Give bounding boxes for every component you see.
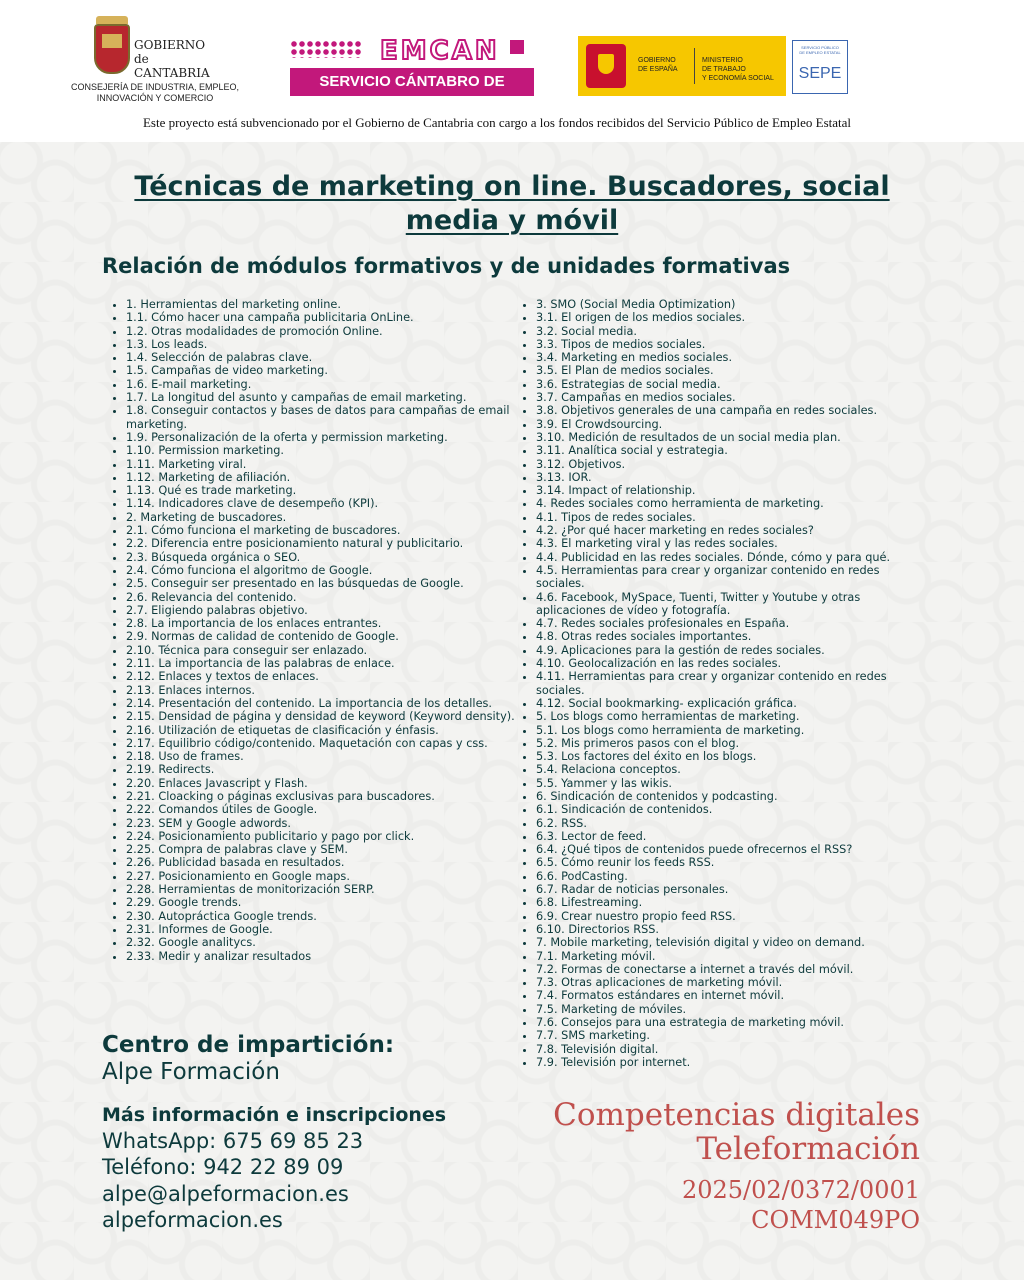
- module-item: • 4.5. Herramientas para crear y organizar contenido en redes sociales.: [536, 564, 928, 591]
- cantabria-name: GOBIERNO de CANTABRIA: [134, 38, 210, 80]
- module-item: • 4.2. ¿Por qué hacer marketing en redes sociales?: [536, 524, 928, 537]
- module-item: • 3.6. Estrategias de social media.: [536, 378, 928, 391]
- module-item: • 3.9. El Crowdsourcing.: [536, 418, 928, 431]
- module-item: • 2.3. Búsqueda orgánica o SEO.: [126, 551, 516, 564]
- module-item: • 1.5. Campañas de video marketing.: [126, 364, 516, 377]
- module-item: • 1.6. E-mail marketing.: [126, 378, 516, 391]
- program-specialty: COMM049PO: [751, 1206, 920, 1234]
- crown-icon: [96, 16, 128, 24]
- module-item: • 3. SMO (Social Media Optimization): [536, 298, 928, 311]
- module-item: • 7.9. Televisión por internet.: [536, 1056, 928, 1069]
- module-item: • 3.1. El origen de los medios sociales.: [536, 311, 928, 324]
- module-item: • 6. Sindicación de contenidos y podcasting.: [536, 790, 928, 803]
- module-item: • 2.26. Publicidad basada en resultados.: [126, 856, 516, 869]
- program-line-1: Competencias digitales: [553, 1097, 920, 1133]
- module-item: • 6.1. Sindicación de contenidos.: [536, 803, 928, 816]
- module-item: • 3.11. Analítica social y estrategia.: [536, 444, 928, 457]
- module-item: • 2.17. Equilibrio código/contenido. Maquetación con capas y css.: [126, 737, 516, 750]
- module-item: • 5.1. Los blogs como herramienta de marketing.: [536, 724, 928, 737]
- module-item: • 2.22. Comandos útiles de Google.: [126, 803, 516, 816]
- module-item: • 7.2. Formas de conectarse a internet a través del móvil.: [536, 963, 928, 976]
- program-code: 2025/02/0372/0001: [681, 1176, 920, 1204]
- website-link[interactable]: alpeformacion.es: [102, 1208, 283, 1232]
- module-item: • 3.14. Impact of relationship.: [536, 484, 928, 497]
- module-item: • 7.4. Formatos estándares en internet móvil.: [536, 989, 928, 1002]
- module-item: • 2.27. Posicionamiento en Google maps.: [126, 870, 516, 883]
- module-item: • 1.10. Permission marketing.: [126, 444, 516, 457]
- module-item: • 4.9. Aplicaciones para la gestión de redes sociales.: [536, 644, 928, 657]
- module-item: • 1.3. Los leads.: [126, 338, 516, 351]
- module-item: • 1.9. Personalización de la oferta y permission marketing.: [126, 431, 516, 444]
- phone-contact[interactable]: Teléfono: 942 22 89 09: [102, 1155, 344, 1179]
- module-item: • 2.25. Compra de palabras clave y SEM.: [126, 843, 516, 856]
- module-item: • 5.3. Los factores del éxito en los blogs.: [536, 750, 928, 763]
- module-item: • 1.13. Qué es trade marketing.: [126, 484, 516, 497]
- module-item: • 2.14. Presentación del contenido. La importancia de los detalles.: [126, 697, 516, 710]
- module-item: • 6.5. Cómo reunir los feeds RSS.: [536, 856, 928, 869]
- emcan-square-icon: [510, 40, 524, 54]
- module-item: • 4.7. Redes sociales profesionales en España.: [536, 617, 928, 630]
- module-item: • 4. Redes sociales como herramienta de marketing.: [536, 497, 928, 510]
- module-item: • 2.1. Cómo funciona el marketing de buscadores.: [126, 524, 516, 537]
- module-item: • 2.15. Densidad de página y densidad de keyword (Keyword density).: [126, 710, 516, 723]
- module-item: • 2.18. Uso de frames.: [126, 750, 516, 763]
- emcan-dots-icon: [290, 40, 362, 58]
- module-item: • 7.1. Marketing móvil.: [536, 950, 928, 963]
- module-item: • 3.3. Tipos de medios sociales.: [536, 338, 928, 351]
- emcan-logo: [290, 36, 534, 118]
- module-item: • 3.10. Medición de resultados de un social media plan.: [536, 431, 928, 444]
- module-item: • 4.12. Social bookmarking- explicación gráfica.: [536, 697, 928, 710]
- module-item: • 7.5. Marketing de móviles.: [536, 1003, 928, 1016]
- module-item: • 2.33. Medir y analizar resultados: [126, 950, 516, 963]
- sepe-subtitle: SERVICIO PÚBLICO DE EMPLEO ESTATAL: [799, 45, 841, 55]
- gobierno-espana-label: GOBIERNO DE ESPAÑA: [638, 57, 678, 73]
- gobierno-espana-logo: [578, 36, 786, 96]
- program-line-2: Teleformación: [696, 1131, 920, 1167]
- module-item: • 5. Los blogs como herramientas de marketing.: [536, 710, 928, 723]
- module-item: • 1.14. Indicadores clave de desempeño (KPI).: [126, 497, 516, 510]
- module-item: • 2.19. Redirects.: [126, 763, 516, 776]
- module-item: • 6.2. RSS.: [536, 817, 928, 830]
- module-item: • 2.24. Posicionamiento publicitario y pago por click.: [126, 830, 516, 843]
- centro-value: Alpe Formación: [102, 1059, 280, 1085]
- module-item: • 4.1. Tipos de redes sociales.: [536, 511, 928, 524]
- module-item: • 2.4. Cómo funciona el algoritmo de Google.: [126, 564, 516, 577]
- module-item: • 6.7. Radar de noticias personales.: [536, 883, 928, 896]
- module-item: • 4.8. Otras redes sociales importantes.: [536, 630, 928, 643]
- module-item: • 4.3. El marketing viral y las redes sociales.: [536, 537, 928, 550]
- module-item: • 2.8. La importancia de los enlaces entrantes.: [126, 617, 516, 630]
- module-item: • 2.32. Google analitycs.: [126, 936, 516, 949]
- module-item: • 2.7. Eligiendo palabras objetivo.: [126, 604, 516, 617]
- module-item: • 2. Marketing de buscadores.: [126, 511, 516, 524]
- emcan-service-bar: SERVICIO CÁNTABRO DE EMPLEO: [290, 68, 534, 96]
- module-item: • 1.11. Marketing viral.: [126, 458, 516, 471]
- modules-heading: Relación de módulos formativos y de unidades formativas: [102, 254, 791, 278]
- module-item: • 5.4. Relaciona conceptos.: [536, 763, 928, 776]
- module-item: • 1.1. Cómo hacer una campaña publicitaria OnLine.: [126, 311, 516, 324]
- coat-of-arms-icon: [94, 24, 130, 74]
- gobierno-cantabria-logo: [66, 20, 244, 110]
- module-item: • 2.29. Google trends.: [126, 896, 516, 909]
- email-link[interactable]: alpe@alpeformacion.es: [102, 1182, 349, 1206]
- module-item: • 4.10. Geolocalización en las redes sociales.: [536, 657, 928, 670]
- module-item: • 3.5. El Plan de medios sociales.: [536, 364, 928, 377]
- module-item: • 6.6. PodCasting.: [536, 870, 928, 883]
- module-item: • 5.5. Yammer y las wikis.: [536, 777, 928, 790]
- module-item: • 7.7. SMS marketing.: [536, 1029, 928, 1042]
- module-item: • 1. Herramientas del marketing online.: [126, 298, 516, 311]
- module-item: • 1.4. Selección de palabras clave.: [126, 351, 516, 364]
- module-item: • 4.4. Publicidad en las redes sociales. Dónde, cómo y para qué.: [536, 551, 928, 564]
- module-item: • 2.2. Diferencia entre posicionamiento natural y publicitario.: [126, 537, 516, 550]
- module-item: • 6.10. Directorios RSS.: [536, 923, 928, 936]
- module-item: • 7. Mobile marketing, televisión digital y video on demand.: [536, 936, 928, 949]
- module-item: • 3.8. Objetivos generales de una campaña en redes sociales.: [536, 404, 928, 417]
- module-item: • 6.3. Lector de feed.: [536, 830, 928, 843]
- module-item: • 2.13. Enlaces internos.: [126, 684, 516, 697]
- modules-column-2: [522, 298, 928, 1069]
- centro-label: Centro de impartición:: [102, 1032, 395, 1058]
- whatsapp-contact[interactable]: WhatsApp: 675 69 85 23: [102, 1129, 364, 1153]
- module-item: • 3.12. Objetivos.: [536, 458, 928, 471]
- sepe-logo: [792, 40, 848, 94]
- module-item: • 3.4. Marketing en medios sociales.: [536, 351, 928, 364]
- module-item: • 6.4. ¿Qué tipos de contenidos puede ofrecernos el RSS?: [536, 843, 928, 856]
- spain-coat-of-arms-icon: [586, 44, 626, 88]
- funding-note: Este proyecto está subvencionado por el Gobierno de Cantabria con cargo a los fondos recibidos del Servicio Público de Empleo Estatal: [142, 115, 852, 130]
- sepe-wordmark: SEPE: [798, 65, 842, 82]
- modules-column-1: [112, 298, 516, 963]
- module-item: • 2.12. Enlaces y textos de enlaces.: [126, 670, 516, 683]
- emcan-wordmark: EMCAN: [380, 36, 500, 66]
- module-item: • 1.12. Marketing de afiliación.: [126, 471, 516, 484]
- module-item: • 2.10. Técnica para conseguir ser enlazado.: [126, 644, 516, 657]
- module-item: • 3.7. Campañas en medios sociales.: [536, 391, 928, 404]
- module-item: • 2.23. SEM y Google adwords.: [126, 817, 516, 830]
- module-item: • 4.6. Facebook, MySpace, Tuenti, Twitter y Youtube y otras aplicaciones de vídeo y fotografía.: [536, 591, 928, 618]
- module-item: • 3.13. IOR.: [536, 471, 928, 484]
- module-item: • 2.11. La importancia de las palabras de enlace.: [126, 657, 516, 670]
- module-item: • 7.8. Televisión digital.: [536, 1043, 928, 1056]
- cantabria-department: CONSEJERÍA DE INDUSTRIA, EMPLEO, INNOVACIÓN Y COMERCIO: [70, 82, 240, 103]
- module-item: • 6.8. Lifestreaming.: [536, 896, 928, 909]
- module-item: • 2.16. Utilización de etiquetas de clasificación y énfasis.: [126, 724, 516, 737]
- module-item: • 3.2. Social media.: [536, 325, 928, 338]
- module-item: • 1.8. Conseguir contactos y bases de datos para campañas de email marketing.: [126, 404, 516, 431]
- module-item: • 4.11. Herramientas para crear y organizar contenido en redes sociales.: [536, 670, 928, 697]
- module-item: • 2.6. Relevancia del contenido.: [126, 591, 516, 604]
- module-item: • 2.5. Conseguir ser presentado en las búsquedas de Google.: [126, 577, 516, 590]
- logo-divider: [694, 48, 695, 84]
- contact-heading: Más información e inscripciones: [102, 1104, 447, 1126]
- module-item: • 7.6. Consejos para una estrategia de marketing móvil.: [536, 1016, 928, 1029]
- module-item: • 5.2. Mis primeros pasos con el blog.: [536, 737, 928, 750]
- module-item: • 2.9. Normas de calidad de contenido de Google.: [126, 630, 516, 643]
- module-item: • 1.2. Otras modalidades de promoción Online.: [126, 325, 516, 338]
- module-item: • 6.9. Crear nuestro propio feed RSS.: [536, 910, 928, 923]
- module-item: • 7.3. Otras aplicaciones de marketing móvil.: [536, 976, 928, 989]
- module-item: • 2.30. Autopráctica Google trends.: [126, 910, 516, 923]
- module-item: • 2.21. Cloacking o páginas exclusivas para buscadores.: [126, 790, 516, 803]
- module-item: • 2.31. Informes de Google.: [126, 923, 516, 936]
- module-item: • 1.7. La longitud del asunto y campañas de email marketing.: [126, 391, 516, 404]
- module-item: • 2.28. Herramientas de monitorización SERP.: [126, 883, 516, 896]
- course-title: Técnicas de marketing on line. Buscadores, social media y móvil: [134, 171, 890, 236]
- module-item: • 2.20. Enlaces Javascript y Flash.: [126, 777, 516, 790]
- ministerio-label: MINISTERIO DE TRABAJO Y ECONOMÍA SOCIAL: [702, 57, 774, 82]
